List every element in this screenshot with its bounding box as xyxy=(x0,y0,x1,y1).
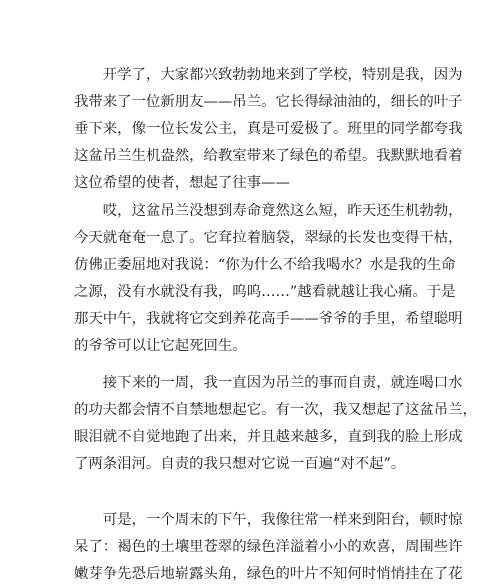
text-line: 接下来的一周，我一直因为吊兰的事而自责，就连喝口水 xyxy=(74,375,463,391)
text-line: 垂下来，像一位长发公主，真是可爱极了。班里的同学都夸我 xyxy=(74,121,463,137)
text-line: 嫩芽争先恐后地崭露头角，绿色的叶片不知何时悄悄挂在了花 xyxy=(74,566,463,582)
paragraph-2 xyxy=(74,198,463,360)
text-line: 了两条泪河。自责的我只想对它说一百遍“对不起”。 xyxy=(74,456,406,472)
text-line: 仿佛正委屈地对我说：“你为什么不给我喝水？水是我的生命 xyxy=(74,257,456,273)
text-line: 今天就奄奄一息了。它耷拉着脑袋，翠绿的长发也变得干枯， xyxy=(74,230,463,246)
text-line: 可是，一个周末的下午，我像往常一样来到阳台，顿时惊 xyxy=(74,512,463,528)
text-line: 眼泪就不自觉地跑了出来，并且越来越多，直到我的脸上形成 xyxy=(74,429,463,445)
text-line: 呆了：褐色的土壤里苍翠的绿色洋溢着小小的欢喜，周围些许 xyxy=(74,539,463,555)
text-line: 这位希望的使者，想起了往事—— xyxy=(74,175,290,191)
text-line: 这盆吊兰生机盎然，给教室带来了绿色的希望。我默默地看着 xyxy=(74,148,463,164)
text-line: 哎，这盆吊兰没想到寿命竟然这么短，昨天还生机勃勃， xyxy=(74,203,463,219)
text-line: 之源，没有水就没有我，呜呜……”越看就越让我心痛。于是 xyxy=(74,284,456,300)
paragraph-1 xyxy=(74,62,463,197)
text-line: 那天中午，我就将它交到养花高手——爷爷的手里，希望聪明 xyxy=(74,311,463,327)
text-line: 我带来了一位新朋友——吊兰。它长得绿油油的，细长的叶子 xyxy=(74,94,463,110)
paragraph-4 xyxy=(74,507,463,588)
paragraph-3 xyxy=(74,370,477,478)
text-line: 的爷爷可以让它起死回生。 xyxy=(74,338,247,354)
text-line: 开学了，大家都兴致勃勃地来到了学校，特别是我，因为 xyxy=(74,67,463,83)
text-line: 的功夫都会情不自禁地想起它。有一次，我又想起了这盆吊兰， xyxy=(74,402,477,418)
